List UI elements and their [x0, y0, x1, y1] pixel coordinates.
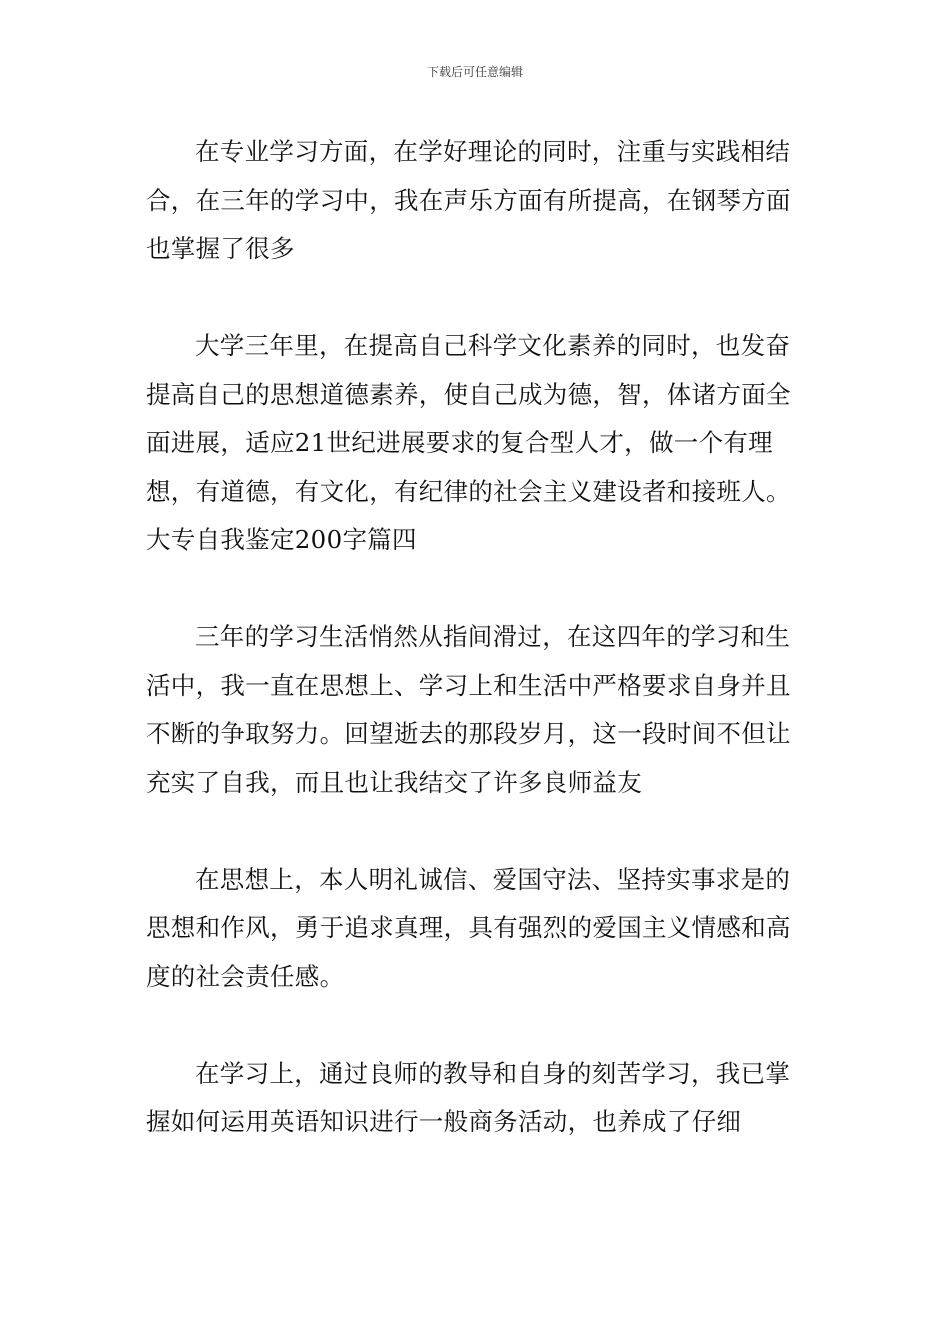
paragraph-thinking: 在思想上，本人明礼诚信、爱国守法、坚持实事求是的思想和作风，勇于追求真理，具有强烈的爱国主义情感和高度的社会责任感。 [146, 864, 791, 991]
paragraph-spacer [146, 565, 806, 614]
paragraph-spacer [146, 1001, 806, 1050]
paragraph-study: 在学习上，通过良师的教导和自身的刻苦学习，我已掌握如何运用英语知识进行一般商务活动，也养成了仔细 [146, 1058, 791, 1136]
paragraph-professional-study: 在专业学习方面，在学好理论的同时，注重与实践相结合，在三年的学习中，我在声乐方面有所提高，在钢琴方面也掌握了很多 [146, 137, 791, 263]
paragraph-spacer [146, 807, 806, 856]
page-header-note: 下载后可任意编辑 [426, 65, 523, 79]
document-body [146, 128, 806, 1147]
section-heading: 大专自我鉴定200字篇四 [146, 525, 417, 554]
paragraph-three-years-life: 三年的学习生活悄然从指间滑过，在这四年的学习和生活中，我一直在思想上、学习上和生活中严格要求自身并且不断的争取努力。回望逝去的那段岁月，这一段时间不但让充实了自我，而且也让我结交了许多良师益友 [146, 622, 791, 797]
paragraph-spacer [146, 274, 806, 323]
paragraph-university-years: 大学三年里，在提高自己科学文化素养的同时，也发奋提高自己的思想道德素养，使自己成为德，智，体诸方面全面进展，适应21世纪进展要求的复合型人才，做一个有理想，有道德，有文化，有纪律的社会主义建设者和接班人。 [146, 331, 791, 506]
